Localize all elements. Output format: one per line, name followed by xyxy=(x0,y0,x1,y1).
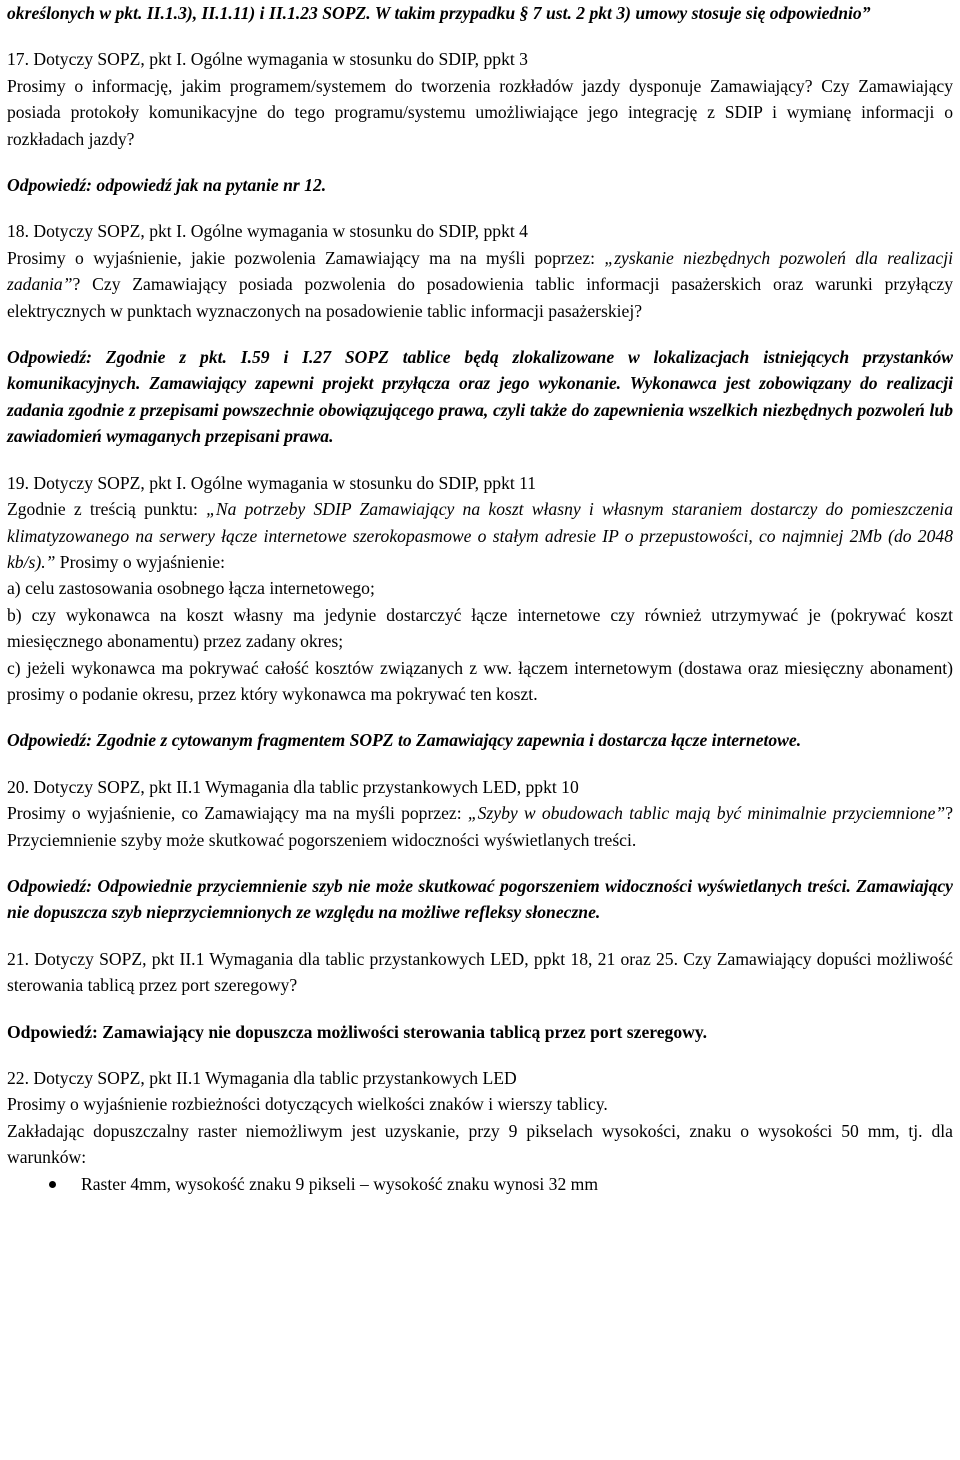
question-part: Prosimy o wyjaśnienie: xyxy=(55,551,225,572)
question-heading xyxy=(7,1065,953,1091)
answer-text: Odpowiedź: Odpowiednie przyciemnienie szyb nie może skutkować pogorszeniem widoczności wyświetlanych treści. Zamawiający nie dopuszcza szyb nieprzyciemnionych ze względu na możliwe refleksy słoneczne. xyxy=(7,875,953,923)
question-quote: „Na potrzeby SDIP Zamawiający na koszt własny i własnym staraniem dostarczy do pomieszczenia klimatyzowanego na serwery łącze internetowe szerokopasmowe o stałym adresie IP o przepustowości, co najmniej 2Mb (do 2048 kb/s).” xyxy=(7,499,953,572)
question-heading-text: Dotyczy SOPZ, pkt I. Ogólne wymagania w stosunku do SDIP, ppkt 4 xyxy=(29,221,528,242)
answer-text: Odpowiedź: Zamawiający nie dopuszcza możliwości sterowania tablicą przez port szeregowy. xyxy=(7,1021,708,1042)
question-number: 20. xyxy=(7,776,29,797)
question-19 xyxy=(7,470,953,754)
question-number: 22. xyxy=(7,1068,29,1088)
question-part: Zgodnie z treścią punktu: xyxy=(7,499,207,520)
question-heading-text: Dotyczy SOPZ, pkt I. Ogólne wymagania w stosunku do SDIP, ppkt 3 xyxy=(29,49,528,70)
question-part: ? Czy Zamawiający posiada pozwolenia do posadowienia tablic informacji pasażerskich oraz warunki przyłączy elektrycznych w punktach wyznaczonych na posadowienie tablic informacji pasażerskiej? xyxy=(7,274,953,321)
list-item-c: c) jeżeli wykonawca ma pokrywać całość kosztów związanych z ww. łączem internetowym (dostawa oraz miesięczny abonament) prosimy o podanie okresu, przez który wykonawca ma pokrywać ten koszt. xyxy=(7,657,953,704)
question-heading xyxy=(7,470,953,496)
question-text xyxy=(7,800,953,853)
question-18 xyxy=(7,218,953,449)
question-part: ? Przyciemnienie szyby może skutkować pogorszeniem widoczności wyświetlanych treści. xyxy=(7,803,953,850)
list-item-b: b) czy wykonawca na koszt własny ma jedynie dostarczyć łącze internetowe czy również utrzymywać je (pokrywać koszt miesięcznego abonamentu) przez zadany okres; xyxy=(7,604,953,652)
question-21 xyxy=(7,946,953,1045)
question-heading xyxy=(7,46,953,72)
question-text: Prosimy o informację, jakim programem/systemem do tworzenia rozkładów jazdy dysponuje Zamawiający? Czy Zamawiający posiada protokoły komunikacyjne do tego programu/systemu umożliwiające jego integrację z SDIP i wymianę informacji o rozkładach jazdy? xyxy=(7,75,953,149)
answer-text: Odpowiedź: Zgodnie z cytowanym fragmentem SOPZ to Zamawiający zapewnia i dostarcza łącze internetowe. xyxy=(7,730,802,751)
question-quote: „Szyby w obudowach tablic mają być minimalnie przyciemnione” xyxy=(467,803,946,824)
answer-text: Odpowiedź: Zgodnie z pkt. I.59 i I.27 SOPZ tablice będą zlokalizowane w lokalizacjach istniejących przystanków komunikacyjnych. Zamawiający zapewni projekt przyłącza oraz jego wykonanie. Wykonawca jest zobowiązany do realizacji zadania zgodnie z przepisami powszechnie obowiązującego prawa, czyli także do zapewnienia wszelkich niezbędnych pozwoleń lub zawiadomień wymaganych przepisani prawa. xyxy=(7,347,953,447)
question-heading-text: Dotyczy SOPZ, pkt II.1 Wymagania dla tablic przystankowych LED, ppkt 18, 21 oraz 25. Czy Zamawiający dopuści możliwość sterowania tablicą przez port szeregowy? xyxy=(7,948,953,996)
answer-text: Odpowiedź: odpowiedź jak na pytanie nr 12. xyxy=(7,175,327,196)
question-heading-text: Dotyczy SOPZ, pkt I. Ogólne wymagania w stosunku do SDIP, ppkt 11 xyxy=(29,472,537,493)
question-22 xyxy=(7,1065,953,1197)
list-item-a: a) celu zastosowania osobnego łącza internetowego; xyxy=(7,578,375,599)
question-quote: „zyskanie niezbędnych pozwoleń dla realizacji zadania” xyxy=(7,247,953,295)
question-number: 17. xyxy=(7,49,29,70)
question-heading xyxy=(7,218,953,244)
question-17 xyxy=(7,46,953,198)
question-heading-text: Dotyczy SOPZ, pkt II.1 Wymagania dla tablic przystankowych LED, ppkt 10 xyxy=(29,776,579,797)
question-text xyxy=(7,496,953,575)
question-heading xyxy=(7,946,953,999)
question-heading-text: Dotyczy SOPZ, pkt II.1 Wymagania dla tablic przystankowych LED xyxy=(29,1068,517,1088)
question-heading xyxy=(7,774,953,800)
intro-text: określonych w pkt. II.1.3), II.1.11) i II.1.23 SOPZ. W takim przypadku § 7 ust. 2 pkt 3) umowy stosuje się odpowiednio” xyxy=(7,3,871,23)
question-text: Zakładając dopuszczalny raster niemożliwym jest uzyskanie, przy 9 pikselach wysokości, znaku o wysokości 50 mm, tj. dla warunków: xyxy=(7,1120,953,1168)
question-number: 21. xyxy=(7,948,29,969)
question-text xyxy=(7,245,953,324)
question-part: Prosimy o wyjaśnienie, jakie pozwolenia Zamawiający ma na myśli poprzez: xyxy=(7,247,605,268)
bullet-list xyxy=(7,1171,953,1197)
question-text: Prosimy o wyjaśnienie rozbieżności dotyczących wielkości znaków i wierszy tablicy. xyxy=(7,1094,608,1115)
question-20 xyxy=(7,774,953,926)
question-number: 19. xyxy=(7,472,29,493)
bullet-item: Raster 4mm, wysokość znaku 9 pikseli – wysokość znaku wynosi 32 mm xyxy=(7,1171,953,1197)
question-part: Prosimy o wyjaśnienie, co Zamawiający ma na myśli poprzez: xyxy=(7,803,468,824)
question-number: 18. xyxy=(7,221,29,242)
